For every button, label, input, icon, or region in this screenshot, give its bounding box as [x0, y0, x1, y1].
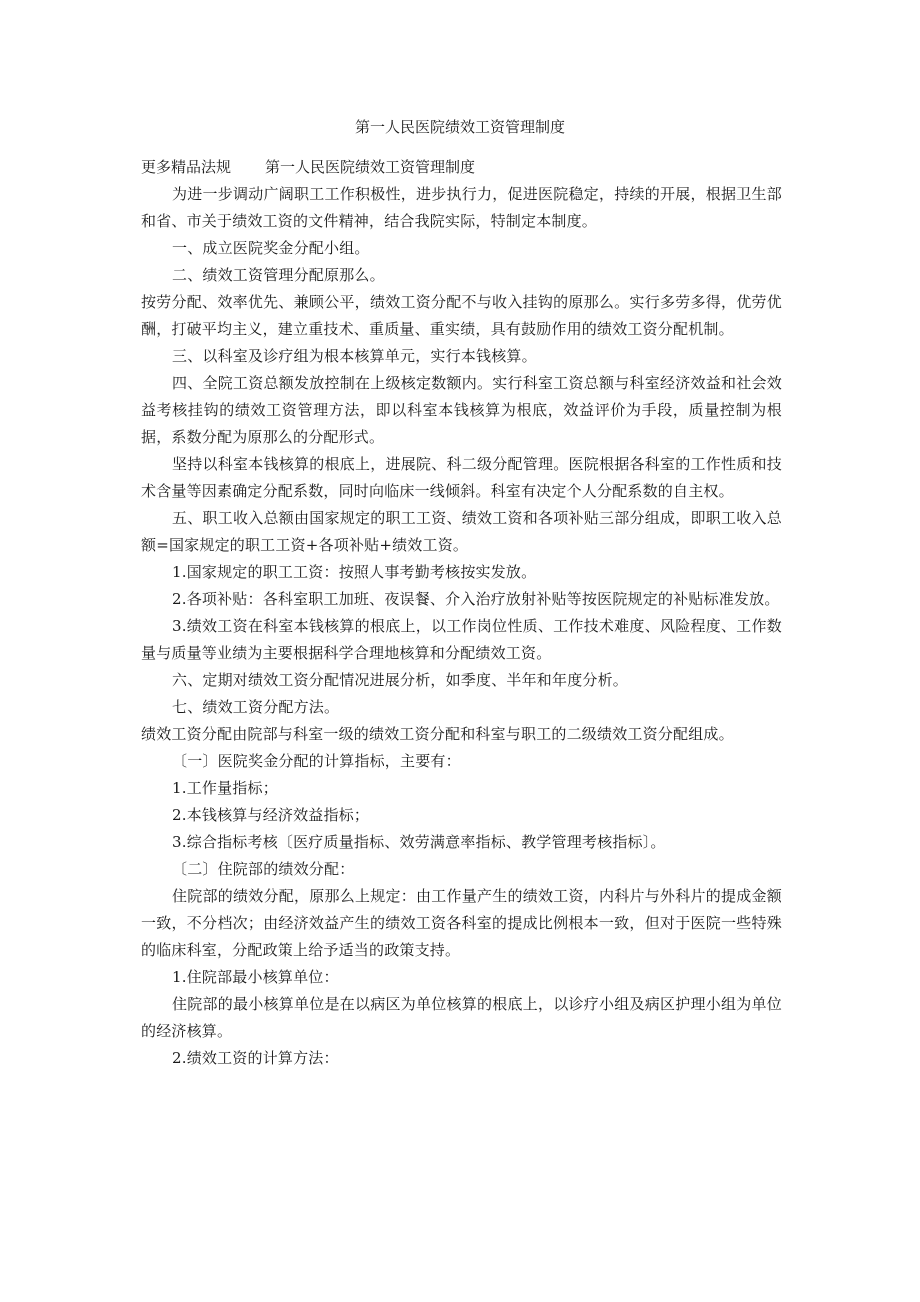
- body-paragraph: 五、职工收入总额由国家规定的职工工资、绩效工资和各项补贴三部分组成，即职工收入总额=国家规定的职工工资+各项补贴+绩效工资。: [141, 509, 782, 554]
- body-paragraph: 住院部的绩效分配，原那么上规定：由工作量产生的绩效工资，内科片与外科片的提成金额一致，不分档次；由经济效益产生的绩效工资各科室的提成比例根本一致，但对于医院一些特殊的临床科室，分配政策上给予适当的政策支持。: [141, 887, 782, 959]
- body-paragraph: 绩效工资分配由院部与科室一级的绩效工资分配和科室与职工的二级绩效工资分配组成。: [141, 725, 734, 743]
- body-paragraph: 七、绩效工资分配方法。: [172, 698, 340, 716]
- body-paragraph: 2.绩效工资的计算方法：: [172, 1049, 339, 1067]
- body-paragraph: 按劳分配、效率优先、兼顾公平，绩效工资分配不与收入挂钩的原那么。实行多劳多得，优劳优酬，打破平均主义，建立重技术、重质量、重实绩，具有鼓励作用的绩效工资分配机制。: [141, 293, 782, 338]
- body-paragraph: 一、成立医院奖金分配小组。: [172, 239, 370, 257]
- body-paragraph: 3.综合指标考核〔医疗质量指标、效劳满意率指标、教学管理考核指标〕。: [172, 833, 666, 851]
- document-subtitle: 第一人民医院绩效工资管理制度: [265, 158, 476, 176]
- body-paragraph: 1.住院部最小核算单位：: [172, 968, 339, 986]
- body-paragraph: 六、定期对绩效工资分配情况进展分析，如季度、半年和年度分析。: [172, 671, 629, 689]
- body-paragraph: 为进一步调动广阔职工工作积极性，进步执行力，促进医院稳定，持续的开展，根据卫生部和省、市关于绩效工资的文件精神，结合我院实际，特制定本制度。: [141, 185, 782, 230]
- body-paragraph: 1.国家规定的职工工资：按照人事考勤考核按实发放。: [172, 563, 537, 581]
- body-paragraph: 住院部的最小核算单位是在以病区为单位核算的根底上，以诊疗小组及病区护理小组为单位的经济核算。: [141, 995, 782, 1040]
- body-paragraph: 2.本钱核算与经济效益指标；: [172, 806, 370, 824]
- body-paragraph: 〔二〕住院部的绩效分配：: [172, 860, 355, 878]
- document-header-line: [141, 154, 782, 181]
- paragraph-list: [141, 181, 782, 1072]
- body-paragraph: 坚持以科室本钱核算的根底上，进展院、科二级分配管理。医院根据各科室的工作性质和技术含量等因素确定分配系数，同时向临床一线倾斜。科室有决定个人分配系数的自主权。: [141, 455, 782, 500]
- body-paragraph: 1.工作量指标；: [172, 779, 278, 797]
- body-paragraph: 〔一〕医院奖金分配的计算指标，主要有：: [172, 752, 461, 770]
- body-paragraph: 四、全院工资总额发放控制在上级核定数额内。实行科室工资总额与科室经济效益和社会效益考核挂钩的绩效工资管理方法，即以科室本钱核算为根底，效益评价为手段，质量控制为根据，系数分配为原那么的分配形式。: [141, 374, 782, 446]
- body-paragraph: 2.各项补贴：各科室职工加班、夜误餐、介入治疗放射补贴等按医院规定的补贴标准发放。: [172, 590, 780, 608]
- document-category: 更多精品法规: [141, 158, 232, 176]
- body-paragraph: 三、以科室及诊疗组为根本核算单元，实行本钱核算。: [172, 347, 537, 365]
- page-title: 第一人民医院绩效工资管理制度: [354, 118, 565, 136]
- body-paragraph: 3.绩效工资在科室本钱核算的根底上，以工作岗位性质、工作技术难度、风险程度、工作数量与质量等业绩为主要根据科学合理地核算和分配绩效工资。: [141, 617, 782, 662]
- document-body: [141, 154, 782, 1072]
- body-paragraph: 二、绩效工资管理分配原那么。: [172, 266, 385, 284]
